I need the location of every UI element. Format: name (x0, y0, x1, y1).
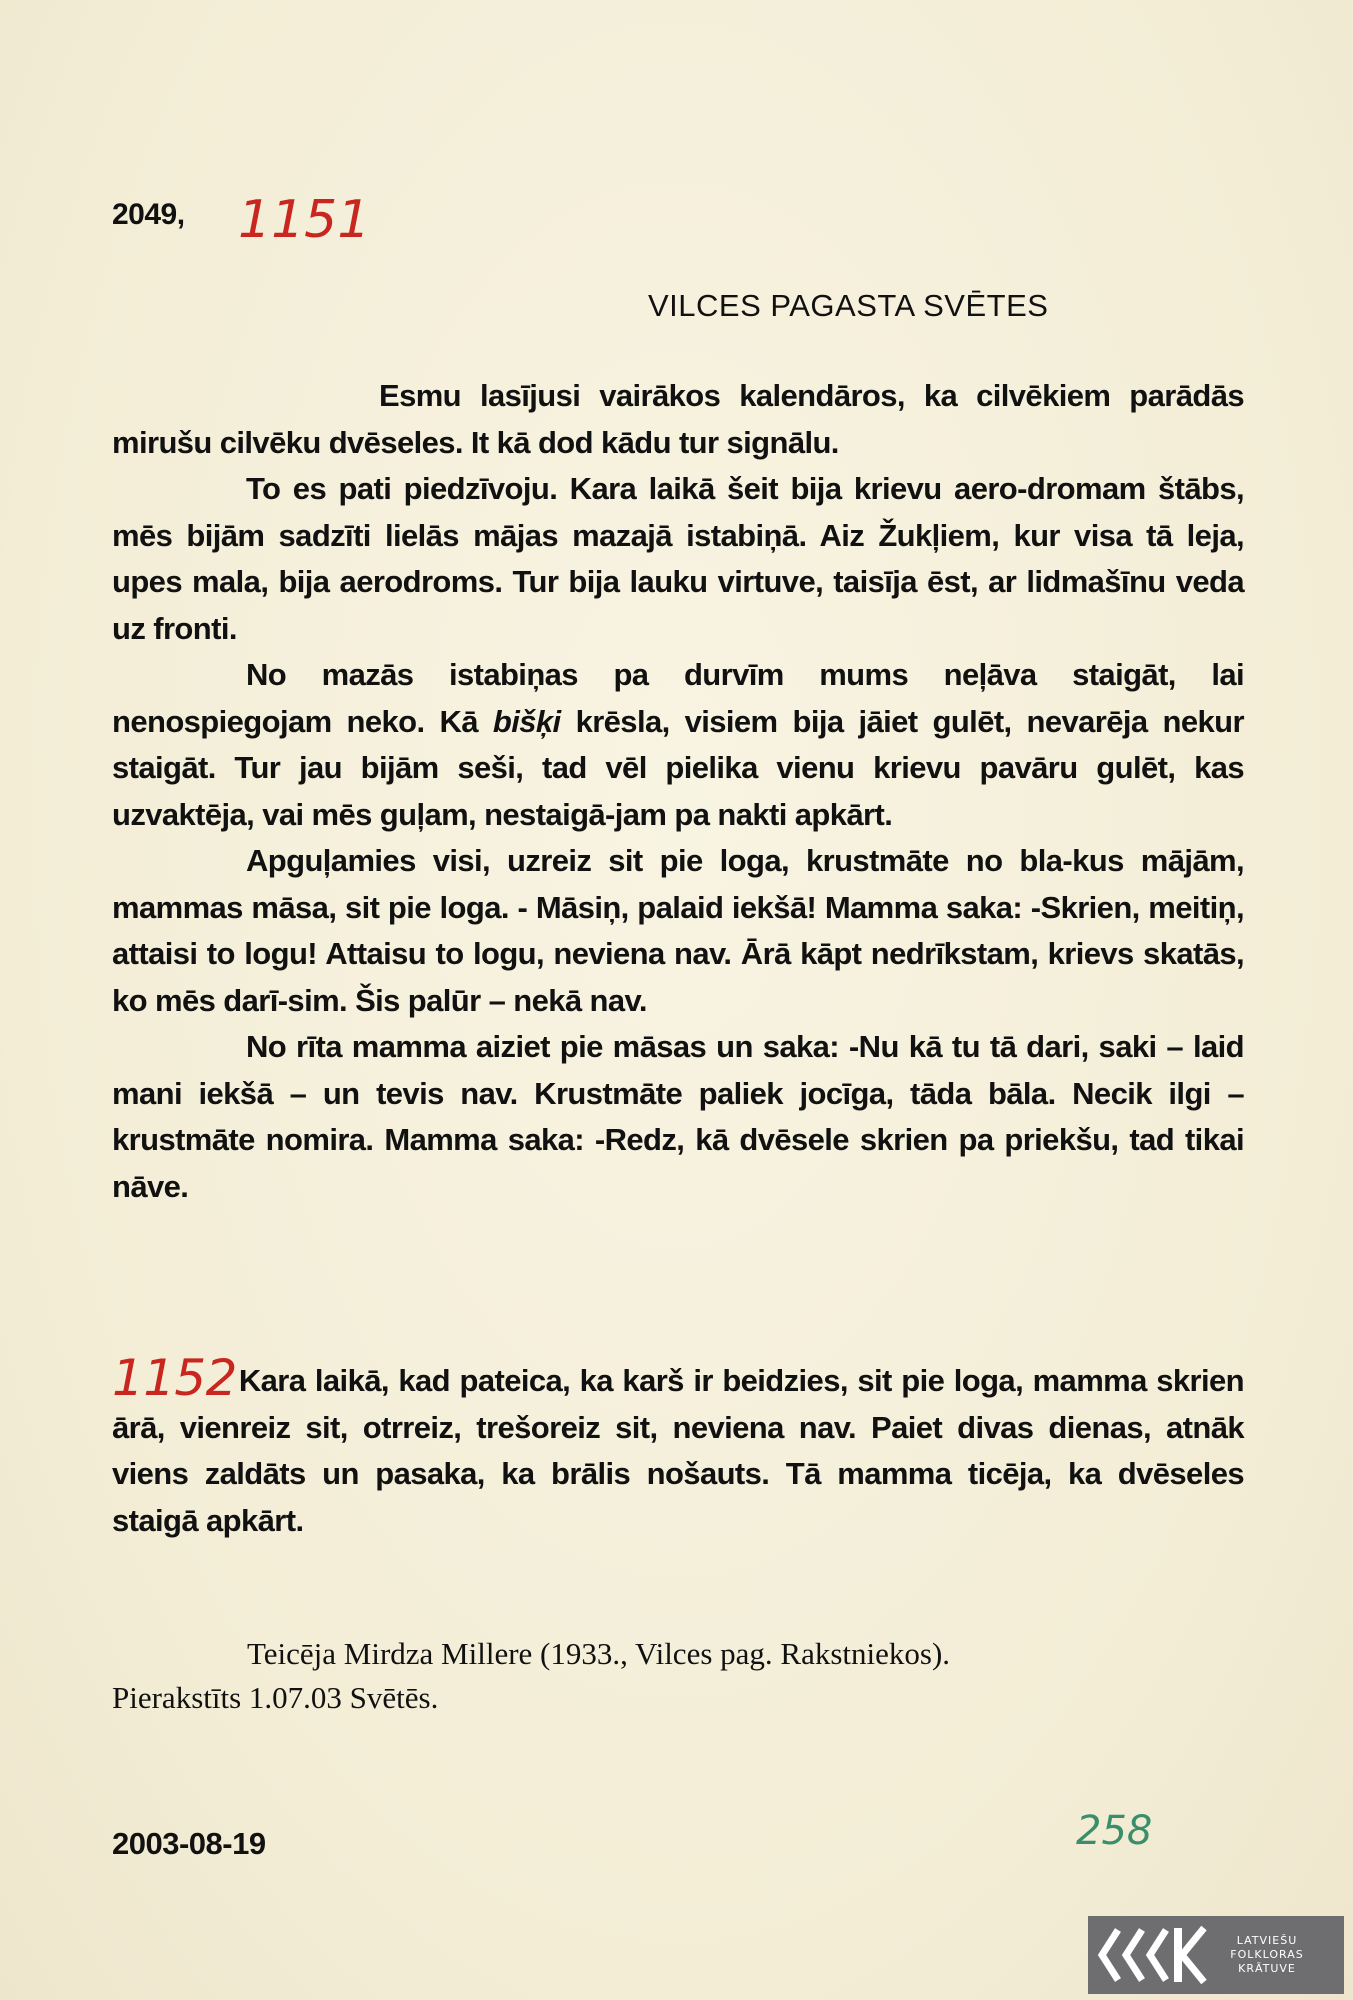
logo-line: KRĀTUVE (1238, 1962, 1296, 1975)
logo-text (1212, 1934, 1322, 1976)
paragraph: Esmu lasījusi vairākos kalendāros, ka cilvēkiem parādās mirušu cilvēku dvēseles. It kā dod kādu tur signālu. (112, 378, 1244, 460)
date: 2003-08-19 (112, 1826, 266, 1861)
paragraph: No rīta mamma aiziet pie māsas un saka: -Nu kā tu tā dari, saki – laid mani iekšā – un tevis nav. Krustmāte paliek jocīga, tāda bāla. Necik ilgi – krustmāte nomira. Mamma saka: -Redz, kā dvēsele skrien pa priekšu, tad tikai nāve. (112, 1029, 1244, 1204)
paragraph (112, 652, 1244, 838)
paragraph: To es pati piedzīvoju. Kara laikā šeit bija krievu aero-dromam štābs, mēs bijām sadzīti lielās mājas mazajā istabiņā. Aiz Žukļiem, kur visa tā leja, upes mala, bija aerodroms. Tur bija lauku virtuve, taisīja ēst, ar lidmašīnu veda uz fronti. (112, 471, 1244, 646)
story-text-1 (112, 373, 1244, 1210)
paragraph-part: krēsla, visiem bija jāiet gulēt, nevarēja nekur staigāt. Tur jau bijām seši, tad vēl pielika vienu krievu pavāru gulēt, kas uzvaktēja, vai mēs guļam, nestaigā-jam pa nakti apkārt. (112, 703, 1244, 832)
paragraph (112, 1349, 1244, 1544)
green-handwritten-number: 258 (1076, 1808, 1153, 1854)
red-handwritten-number: 1151 (238, 190, 371, 250)
archive-logo (1088, 1916, 1344, 1994)
recorder-info (112, 1632, 1244, 1720)
logo-line: FOLKLORAS (1230, 1948, 1304, 1961)
narrator-line: Teicēja Mirdza Millere (1933., Vilces pag. Rakstniekos). (247, 1636, 951, 1671)
recorded-line: Pierakstīts 1.07.03 Svētēs. (112, 1680, 439, 1715)
italic-word: bišķi (492, 703, 561, 739)
place-title: VILCES PAGASTA SVĒTES (648, 288, 1049, 323)
record-number: 2049, (112, 198, 185, 231)
logo-line: LATVIEŠU (1236, 1934, 1298, 1947)
story-text-2 (112, 1349, 1244, 1544)
lfk-logo-icon (1088, 1916, 1212, 1994)
paragraph: Apguļamies visi, uzreiz sit pie loga, krustmāte no bla-kus mājām, mammas māsa, sit pie loga. - Māsiņ, palaid iekšā! Mamma saka: -Skrien, meitiņ, attaisi to logu! Attaisu to logu, neviena nav. Ārā kāpt nedrīkstam, krievs skatās, ko mēs darī-sim. Šis palūr – nekā nav. (112, 843, 1244, 1018)
paragraph-part: Kara laikā, kad pateica, ka karš ir beidzies, sit pie loga, mamma skrien ārā, vienreiz sit, otrreiz, trešoreiz sit, neviena nav. Paiet divas dienas, atnāk viens zaldāts un pasaka, ka brālis nošauts. Tā mamma ticēja, ka dvēseles staigā apkārt. (112, 1363, 1244, 1538)
paragraph-part: No mazās istabiņas pa durvīm mums neļāva staigāt, lai nenospiegojam neko. Kā (112, 657, 1244, 739)
red-handwritten-number: 1152 (112, 1349, 237, 1407)
